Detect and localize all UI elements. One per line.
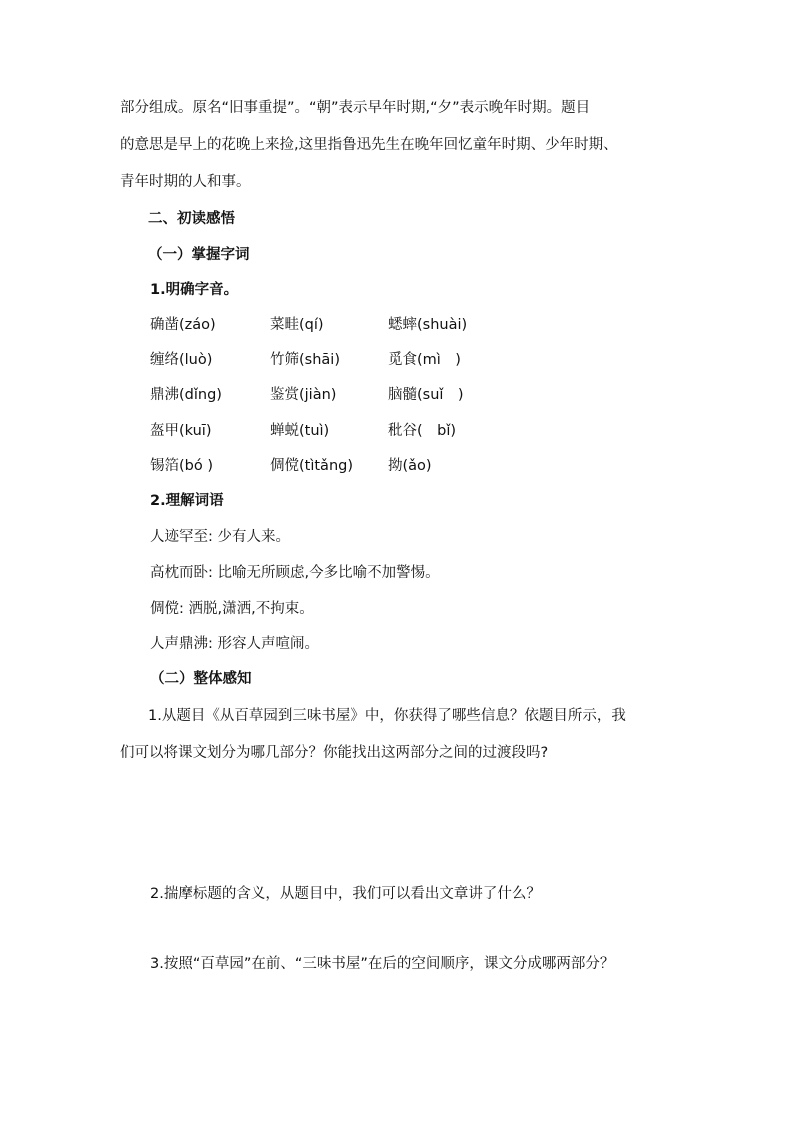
pronunciation-item: 秕谷( bǐ) bbox=[388, 423, 457, 439]
pronunciation-item: 缠络(luò) bbox=[150, 352, 213, 368]
section-heading-initial-reading: 二、初读感悟 bbox=[148, 211, 235, 227]
pronunciation-item: 盔甲(kuī) bbox=[150, 423, 212, 439]
vocabulary-item: 倜傥: 洒脱,潇洒,不拘束。 bbox=[150, 601, 314, 617]
pronunciation-item: 觅食(mì ) bbox=[388, 352, 461, 368]
pronunciation-heading: 1.明确字音。 bbox=[150, 282, 239, 298]
intro-line-3: 青年时期的人和事。 bbox=[120, 174, 251, 190]
pronunciation-item: 确凿(záo) bbox=[150, 317, 216, 333]
pronunciation-item: 竹筛(shāi) bbox=[270, 352, 340, 368]
vocabulary-heading: 2.理解词语 bbox=[150, 493, 224, 509]
question-1-line-1: 1.从题目《从百草园到三味书屋》中，你获得了哪些信息？依题目所示，我 bbox=[148, 708, 626, 724]
subsection-heading-words: （一）掌握字词 bbox=[148, 247, 250, 263]
question-3: 3.按照“百草园”在前、“三味书屋”在后的空间顺序，课文分成哪两部分？ bbox=[150, 956, 615, 972]
vocabulary-item: 人声鼎沸: 形容人声喧闹。 bbox=[150, 636, 319, 652]
pronunciation-item: 锡箔(bó ) bbox=[150, 458, 213, 474]
question-2: 2.揣摩标题的含义，从题目中，我们可以看出文章讲了什么？ bbox=[150, 886, 541, 902]
pronunciation-item: 菜畦(qí) bbox=[270, 317, 324, 333]
vocabulary-item: 人迹罕至: 少有人来。 bbox=[150, 529, 290, 545]
intro-line-2: 的意思是早上的花晚上来捡,这里指鲁迅先生在晚年回忆童年时期、少年时期、 bbox=[120, 137, 618, 153]
subsection-heading-overall: （二）整体感知 bbox=[150, 671, 252, 687]
pronunciation-item: 脑髓(suǐ ) bbox=[388, 387, 464, 403]
intro-line-1: 部分组成。原名“旧事重提”。“朝”表示早年时期,“夕”表示晚年时期。题目 bbox=[120, 100, 591, 116]
pronunciation-item: 鉴赏(jiàn) bbox=[270, 387, 337, 403]
pronunciation-item: 拗(ǎo) bbox=[388, 458, 432, 474]
pronunciation-item: 蝉蜕(tuì) bbox=[270, 423, 330, 439]
vocabulary-item: 高枕而卧: 比喻无所顾虑,今多比喻不加警惕。 bbox=[150, 565, 440, 581]
pronunciation-item: 蟋蟀(shuài) bbox=[388, 317, 468, 333]
question-1-line-2: 们可以将课文划分为哪几部分？你能找出这两部分之间的过渡段吗? bbox=[120, 745, 549, 761]
pronunciation-item: 倜傥(tìtǎng) bbox=[270, 458, 353, 474]
pronunciation-item: 鼎沸(dǐng) bbox=[150, 387, 222, 403]
